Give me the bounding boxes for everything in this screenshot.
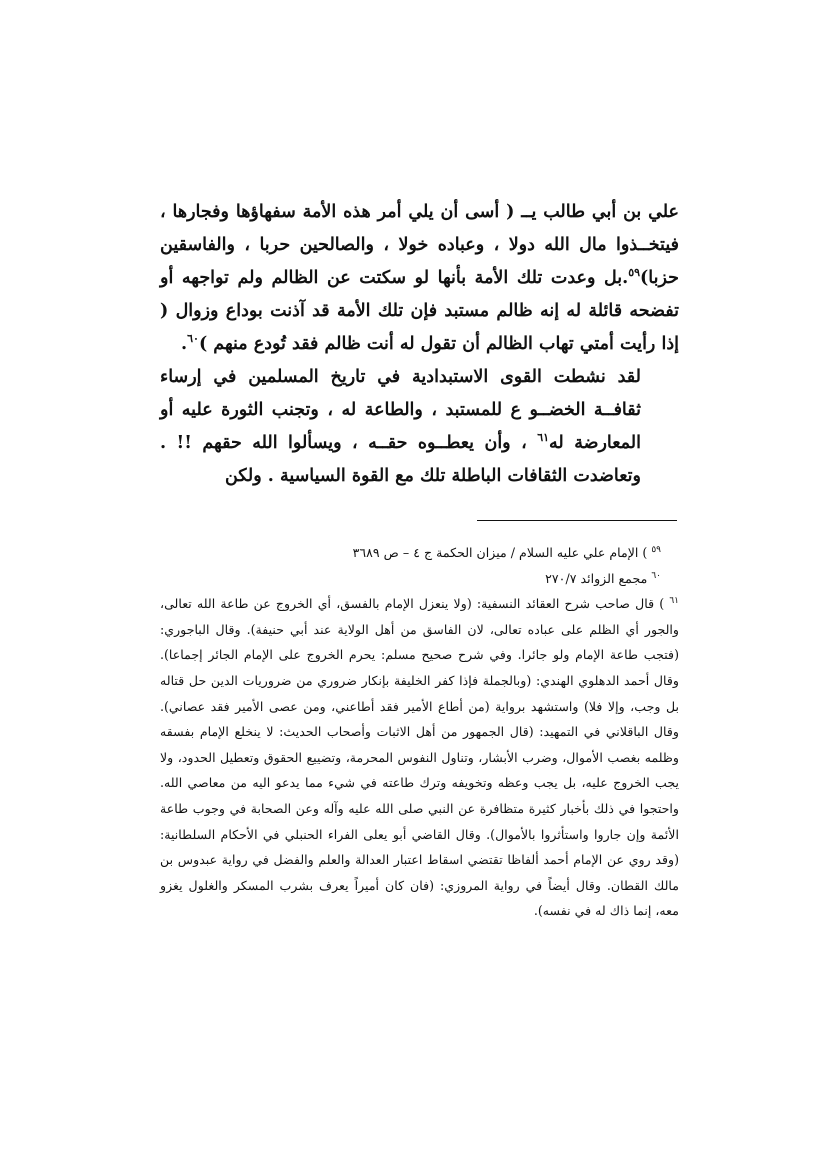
footnotes-section xyxy=(160,540,679,924)
footnote-61-number: ٦١ xyxy=(669,596,679,606)
footnote-61-text: ) قال صاحب شرح العقائد النسفية: (ولا ينعزل الإمام بالفسق، أي الخروج عن طاعة الله تعالى، والجور أي الظلم على عباده تعالى، لان الفاسق من أهل الولاية عند أبي حنيفة). وقال الباجوري: (فتجب طاعة الإمام ولو جائرا. وفي شرح صحيح مسلم: يحرم الخروج على الإمام الجائر إجماعا). وقال أحمد الدهلوي الهندي: (وبالجملة فإذا كفر الخليفة بإنكار ضروري من ضروريات الدين حل قتاله بل وجب، وإلا فلا) واستشهد برواية (من أطاع الأمير فقد أطاعني، ومن عصى الأمير فقد عصاني). وقال الباقلاني في التمهيد: (قال الجمهور من أهل الاثبات وأصحاب الحديث: لا ينخلع الإمام بفسقه وظلمه بغصب الأموال، وضرب الأبشار، وتناول النفوس المحرمة، وتضييع الحقوق وتعطيل الحدود، ولا يجب الخروج عليه، بل يجب وعظه وتخويفه وترك طاعته في شيء مما يدعو اليه من معاصي الله. واحتجوا في ذلك بأخبار كثيرة متظافرة عن النبي صلى الله عليه وآله وعن الصحابة في وجوب طاعة الأئمة وإن جاروا واستأثروا بالأموال). وقال القاضي أبو يعلى الفراء الحنبلي في الأحكام السلطانية: (وقد روي عن الإمام أحمد ألفاظا تقتضي اسقاط اعتبار العدالة والعلم والفضل في رواية عبدوس بن مالك القطان. وقال أيضاً في رواية المروزي: (فان كان أميراً يعرف بشرب المسكر والغلول يغزو معه، إنما ذاك له في نفسه). xyxy=(160,596,679,919)
paragraph-1-text-c: . xyxy=(181,334,188,354)
paragraph-1-text-b: .بل وعدت تلك الأمة بأنها لو سكتت عن الظالم ولم تواجهه أو تفضحه قائلة له إنه ظالم مستبد فإن تلك الأمة قد آذنت بوداع وزوال ( إذا رأيت أمتي تهاب الظالم أن تقول له أنت ظالم فقد تُودع منهم ) xyxy=(160,268,679,354)
footnote-61 xyxy=(160,591,679,924)
footnote-ref-61[interactable]: ٦١ xyxy=(537,431,550,445)
body-paragraph-2 xyxy=(160,361,679,493)
footnote-separator xyxy=(477,520,677,521)
body-paragraph-1 xyxy=(160,196,679,361)
footnote-59 xyxy=(160,540,679,566)
footnote-59-number: ٥٩ xyxy=(651,544,661,555)
paragraph-1-text-a: علي بن أبي طالب يــ ( أسى أن يلي أمر هذه الأمة سفهاؤها وفجارها ، فيتخــذوا مال الله دولا ، وعباده خولا ، والصالحين حربا ، والفاسقين حزبا) xyxy=(160,202,679,288)
footnote-ref-60[interactable]: ٦٠ xyxy=(187,332,199,346)
paragraph-2-text-a: لقد نشطت القوى الاستبدادية في تاريخ المسلمين في إرساء ثقافــة الخضــو ع للمستبد ، والطاعة له ، وتجنب الثورة عليه أو المعارضة له xyxy=(160,367,641,453)
footnote-60-number: ٦٠ xyxy=(651,570,661,581)
paragraph-2-text-b: ، وأن يعطــوه حقــه ، ويسألوا الله حقهم !! . وتعاضدت الثقافات الباطلة تلك مع القوة السياسية . ولكن xyxy=(160,433,641,486)
footnote-60-text: مجمع الزوائد ٢٧٠/٧ xyxy=(545,570,652,586)
footnote-60 xyxy=(160,566,679,592)
footnote-59-text: ) الإمام علي عليه السلام / ميزان الحكمة ج ٤ – ص ٣٦٨٩ xyxy=(352,545,652,560)
footnote-ref-59[interactable]: ٥٩ xyxy=(628,266,641,280)
main-body-text xyxy=(160,196,679,493)
